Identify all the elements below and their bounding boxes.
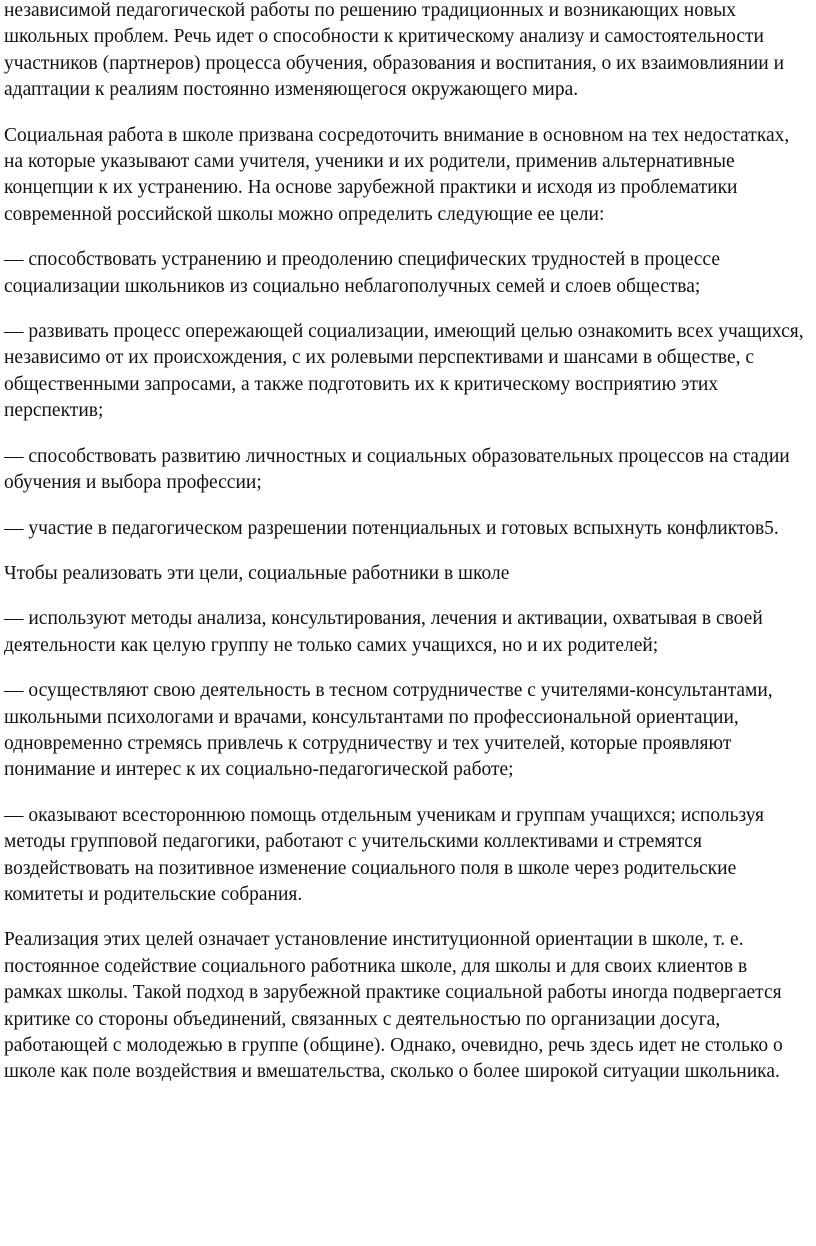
list-item-method-2: — осуществляют свою деятельность в тесном сотрудничестве с учителями-консультантами, школьными психологами и врачами, консультантами по профессиональной ориентации, одновременно стремясь привлечь к сотрудничеству и тех учителей, которые проявляют понимание и интерес к их социально-педагогической работе;: [4, 680, 773, 781]
list-item-goal-1: — способствовать устранению и преодолению специфических трудностей в процессе социализации школьников из социально неблагополучных семей и слоев общества;: [4, 249, 720, 297]
list-item-method-3: — оказывают всестороннюю помощь отдельным ученикам и группам учащихся; используя методы групповой педагогики, работают с учительскими коллективами и стремятся воздействовать на позитивное изменение социального поля в школе через родительские комитеты и родительские собрания.: [4, 804, 765, 905]
list-item-goal-3: — способствовать развитию личностных и социальных образовательных процессов на стадии обучения и выбора профессии;: [4, 445, 790, 494]
paragraph-to-achieve-goals: Чтобы реализовать эти цели, социальные работники в школе: [4, 562, 510, 584]
list-item-goal-4: — участие в педагогическом разрешении потенциальных и готовых вспыхнуть конфликтов5.: [4, 517, 779, 539]
paragraph-social-work-goals: Социальная работа в школе призвана сосредоточить внимание в основном на тех недостатках, на которые указывают сами учителя, ученики и их родители, применив альтернативные концепции к их устранению. На основе зарубежной практики и исходя из проблематики современной российской школы можно определить следующие ее цели:: [4, 124, 790, 225]
list-item-method-1: — используют методы анализа, консультирования, лечения и активации, охватывая в своей деятельности как целую группу не только самих учащихся, но и их родителей;: [4, 608, 763, 656]
paragraph-conclusion: Реализация этих целей означает установление институционной ориентации в школе, т. е. постоянное содействие социального работника школе, для школы и для своих клиентов в рамках школы. Такой подход в зарубежной практике социальной работы иногда подвергается критике со стороны объединений, связанных с деятельностью по организации досуга, работающей с молодежью в группе (общине). Однако, очевидно, речь здесь идет не столько о школе как поле воздействия и вмешательства, сколько о более широкой ситуации школьника.: [4, 929, 783, 1083]
list-item-goal-2: — развивать процесс опережающей социализации, имеющий целью ознакомить всех учащихся, независимо от их происхождения, с их ролевыми перспективами и шансами в обществе, с общественными запросами, а также подготовить их к критическому восприятию этих перспектив;: [4, 321, 804, 422]
paragraph-intro-continuation: независимой педагогической работы по решению традиционных и возникающих новых школьных проблем. Речь идет о способности к критическому анализу и самостоятельности участников (партнеров) процесса обучения, образования и воспитания, о их взаимовлиянии и адаптации к реалиям постоянно изменяющегося окружающего мира.: [4, 0, 785, 101]
